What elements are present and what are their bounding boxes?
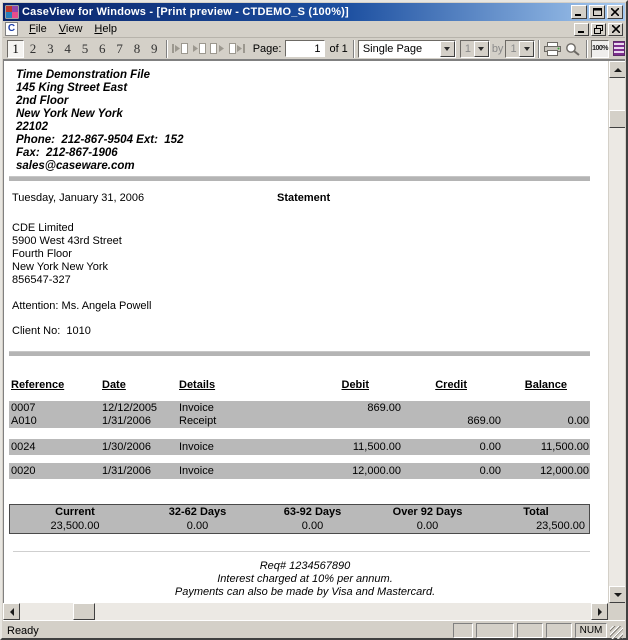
previous-page-icon[interactable] [190,40,209,58]
table-row [9,402,590,415]
footer-divider [13,551,590,552]
letterhead-line: 145 King Street East [16,82,128,94]
aging-header-total: Total [523,506,549,518]
cell-details: Invoice [179,402,214,414]
window-title: CaseView for Windows - [Print preview - CTDEMO_S (100%)] [22,6,349,18]
pages-down-select [460,40,490,58]
status-cell [546,623,572,638]
letterhead-line: Phone: 212-867-9504 Ext: 152 [16,134,184,146]
menu-view[interactable]: View [58,23,83,35]
status-bar [3,620,625,639]
maximize-icon[interactable] [589,5,605,19]
recipient-line: Fourth Floor [12,248,72,260]
page-button-5[interactable]: 5 [76,40,93,58]
vertical-scrollbar-thumb[interactable] [609,110,625,128]
cell-credit: 0.00 [479,441,501,453]
chevron-down-icon [474,41,489,57]
next-page-icon[interactable] [209,40,228,58]
toolbar-separator [353,40,355,58]
statement-page [5,61,608,603]
page-number-input[interactable] [285,40,325,57]
mdi-minimize-icon[interactable] [574,23,589,36]
client-number-line: Client No: 1010 [12,325,91,337]
close-icon[interactable] [607,5,623,19]
cell-reference: 0007 [11,402,36,414]
cell-date: 1/30/2006 [102,441,151,453]
cell-balance: 12,000.00 [540,465,589,477]
table-row [9,415,590,428]
menu-bar [3,21,625,38]
chevron-down-icon [519,41,534,57]
chevron-down-icon[interactable] [440,41,455,57]
first-page-icon[interactable] [171,40,190,58]
horizontal-scrollbar[interactable] [3,603,608,620]
menu-file[interactable]: File [29,23,47,35]
cell-credit: 869.00 [467,415,501,427]
aging-value-63-92: 0.00 [301,520,324,532]
document-icon: C [5,22,18,36]
cell-date: 12/12/2005 [102,402,158,414]
letterhead-line: 2nd Floor [16,95,69,107]
table-row [9,441,590,454]
status-text: Ready [7,624,39,637]
cell-debit: 12,000.00 [352,465,401,477]
statement-title: Statement [277,192,331,204]
pages-across-select [505,40,535,58]
letterhead-line: Fax: 212-867-1906 [16,147,118,159]
status-cell [453,623,473,638]
toolbar [3,38,625,60]
cell-date: 1/31/2006 [102,465,151,477]
letterhead-divider [9,176,590,181]
caseview-app-icon [5,5,19,19]
page-label: Page: [252,42,282,55]
cell-balance: 11,500.00 [540,441,589,453]
scroll-left-icon[interactable] [3,603,20,620]
pages-down-value: 1 [464,42,471,55]
cell-debit: 869.00 [367,402,401,414]
header-details: Details [179,379,216,391]
attention-line: Attention: Ms. Angela Powell [12,300,152,312]
scroll-up-icon[interactable] [609,61,625,78]
page-button-9[interactable]: 9 [146,40,163,58]
page-button-7[interactable]: 7 [111,40,128,58]
letterhead-line: Time Demonstration File [16,69,150,81]
minimize-icon[interactable] [571,5,587,19]
print-icon[interactable] [543,40,563,58]
page-button-3[interactable]: 3 [42,40,59,58]
vertical-scrollbar[interactable] [608,61,625,603]
aging-header-32-62: 32-62 Days [168,506,227,518]
toolbar-separator [538,40,540,58]
footer-line: Interest charged at 10% per annum. [217,573,393,585]
title-bar [3,3,625,21]
scroll-down-icon[interactable] [609,586,625,603]
cell-credit: 0.00 [479,465,501,477]
aging-header-over-92: Over 92 Days [392,506,463,518]
header-debit: Debit [341,379,369,391]
horizontal-scrollbar-thumb[interactable] [73,603,95,620]
header-balance: Balance [524,379,567,391]
clipped-toolbar-icon[interactable] [613,41,625,56]
cell-balance: 0.00 [567,415,589,427]
transaction-band [9,463,590,479]
page-count-label: of 1 [329,42,348,55]
num-lock-indicator: NUM [575,623,607,638]
aging-value-row [10,519,589,533]
recipient-line: New York New York [12,261,108,273]
cell-balance [501,402,590,415]
cell-date: 1/31/2006 [102,415,151,427]
transaction-band [9,401,590,428]
scrollbar-corner [608,603,625,620]
footer-line: Req# 1234567890 [259,560,351,572]
scroll-right-icon[interactable] [591,603,608,620]
cell-reference: A010 [11,415,37,427]
section-divider [9,351,590,356]
letterhead-line: 22102 [16,121,48,133]
by-label: by [491,42,504,55]
aging-value-total: 23,500.00 [536,520,585,532]
cell-debit: 11,500.00 [352,441,401,453]
print-preview-area [3,60,625,603]
recipient-line: 856547-327 [12,274,71,286]
table-header-row [5,379,597,394]
zoom-magnifier-icon[interactable] [563,40,583,58]
recipient-block [12,222,122,287]
letterhead-line: New York New York [16,108,123,120]
letterhead-block [16,69,183,173]
view-mode-select[interactable] [358,40,456,58]
status-cell [517,623,543,638]
recipient-line: CDE Limited [12,222,74,234]
page-button-2[interactable]: 2 [24,40,41,58]
pages-across-value: 1 [510,42,517,55]
page-button-1[interactable]: 1 [7,40,24,58]
mdi-close-icon[interactable] [608,23,623,36]
aging-header-current: Current [55,506,95,518]
aging-value-over-92: 0.00 [416,520,439,532]
cell-reference: 0020 [11,465,36,477]
cell-reference: 0024 [11,441,36,453]
aging-header-row [10,505,589,519]
letterhead-line: sales@caseware.com [16,160,135,172]
aging-header-63-92: 63-92 Days [283,506,342,518]
toolbar-separator [586,40,588,58]
statement-date: Tuesday, January 31, 2006 [12,192,145,204]
view-mode-value: Single Page [362,42,423,55]
mdi-restore-icon[interactable] [591,23,606,36]
toolbar-separator [166,40,168,58]
menu-help[interactable]: Help [94,23,118,35]
header-credit: Credit [435,379,467,391]
aging-summary-box [9,504,590,534]
transaction-band [9,439,590,455]
header-reference: Reference [11,379,65,391]
page-button-4[interactable]: 4 [59,40,76,58]
cell-details: Invoice [179,441,214,453]
cell-details: Receipt [179,415,217,427]
statement-footer [5,560,605,599]
footer-line: Payments can also be made by Visa and Mastercard. [174,586,436,598]
cell-credit [401,402,501,415]
status-cell [476,623,514,638]
cell-details: Invoice [179,465,214,477]
header-date: Date [102,379,126,391]
zoom-level-button[interactable]: 100% [591,40,609,58]
table-row [9,465,590,478]
last-page-icon[interactable] [228,40,247,58]
resize-grip[interactable] [610,626,623,639]
aging-value-32-62: 0.00 [186,520,209,532]
aging-value-current: 23,500.00 [50,520,100,532]
page-button-6[interactable]: 6 [94,40,111,58]
recipient-line: 5900 West 43rd Street [12,235,122,247]
cell-debit [311,415,401,428]
page-button-8[interactable]: 8 [128,40,145,58]
